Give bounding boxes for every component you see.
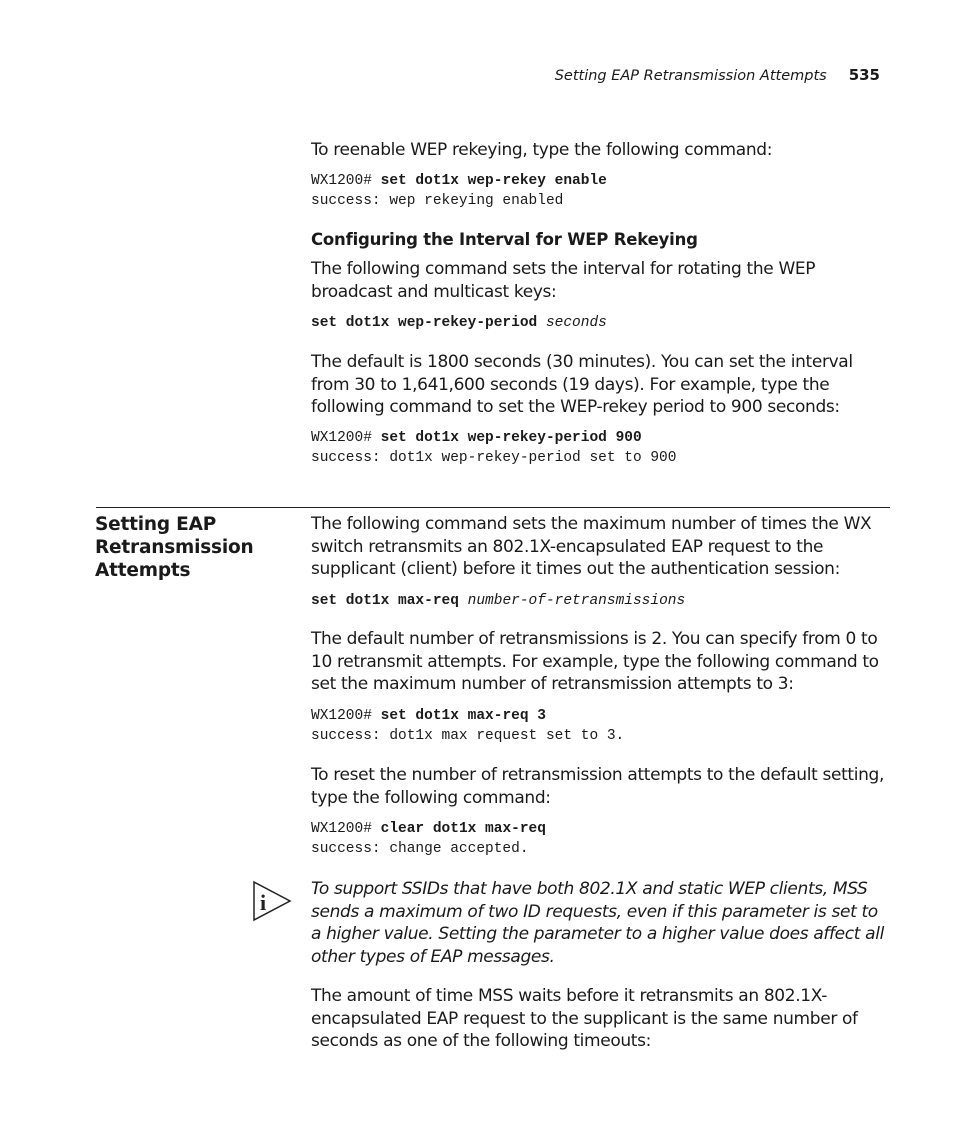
svg-text:i: i [260, 890, 267, 915]
paragraph-interval-intro: The following command sets the interval for rotating the WEP broadcast and multicast keys: [311, 259, 816, 302]
paragraph-max-req-default: The default number of retransmissions is 2. You can specify from 0 to 10 retransmit attempts. For example, type the following command to set the maximum number of retransmission attempts to 3: [311, 629, 879, 694]
running-title: Setting EAP Retransmission Attempts [554, 68, 827, 84]
section-heading: Setting EAP Retransmission Attempts [95, 514, 254, 581]
syntax-command: set dot1x max-req [311, 593, 468, 609]
note-text: To support SSIDs that have both 802.1X and static WEP clients, MSS sends a maximum of two ID requests, even if this parameter is set to a higher value. Setting the parameter to a higher value does affect all other types of EAP messages. [311, 879, 884, 967]
syntax-wep-rekey-period [311, 313, 607, 333]
code-prompt: WX1200# [311, 173, 381, 189]
code-command: set dot1x max-req 3 [380, 708, 546, 724]
code-prompt: WX1200# [311, 430, 381, 446]
code-block-max-req [311, 706, 624, 746]
page-number: 535 [848, 66, 880, 84]
syntax-command: set dot1x wep-rekey-period [311, 315, 546, 331]
syntax-max-req [311, 591, 685, 611]
paragraph-max-req-intro: The following command sets the maximum number of times the WX switch retransmits an 802.1X-encapsulated EAP request to the supplicant (client) before it times out the authentication session: [311, 514, 872, 579]
code-output: success: wep rekeying enabled [311, 193, 564, 209]
paragraph-reset: To reset the number of retransmission attempts to the default setting, type the following command: [311, 765, 884, 808]
code-command: set dot1x wep-rekey enable [380, 173, 607, 189]
code-prompt: WX1200# [311, 708, 381, 724]
paragraph-reenable: To reenable WEP rekeying, type the following command: [311, 140, 773, 160]
code-block-clear [311, 819, 546, 859]
paragraph-interval-default: The default is 1800 seconds (30 minutes). You can set the interval from 30 to 1,641,600 seconds (19 days). For example, type the following command to set the WEP-rekey period to 900 seconds: [311, 352, 853, 417]
code-block-reenable [311, 171, 607, 211]
paragraph-timeouts: The amount of time MSS waits before it retransmits an 802.1X-encapsulated EAP request to the supplicant is the same number of seconds as one of the following timeouts: [311, 986, 858, 1051]
subheading-interval: Configuring the Interval for WEP Rekeying [311, 230, 698, 249]
code-command: set dot1x wep-rekey-period 900 [380, 430, 642, 446]
section-divider [96, 507, 890, 508]
running-header [555, 66, 880, 84]
code-block-period [311, 428, 676, 468]
code-output: success: dot1x wep-rekey-period set to 900 [311, 450, 677, 466]
syntax-argument: number-of-retransmissions [467, 593, 686, 609]
code-output: success: dot1x max request set to 3. [311, 728, 625, 744]
syntax-argument: seconds [545, 315, 607, 331]
code-prompt: WX1200# [311, 821, 381, 837]
code-output: success: change accepted. [311, 841, 529, 857]
info-icon [252, 880, 294, 924]
code-command: clear dot1x max-req [380, 821, 546, 837]
